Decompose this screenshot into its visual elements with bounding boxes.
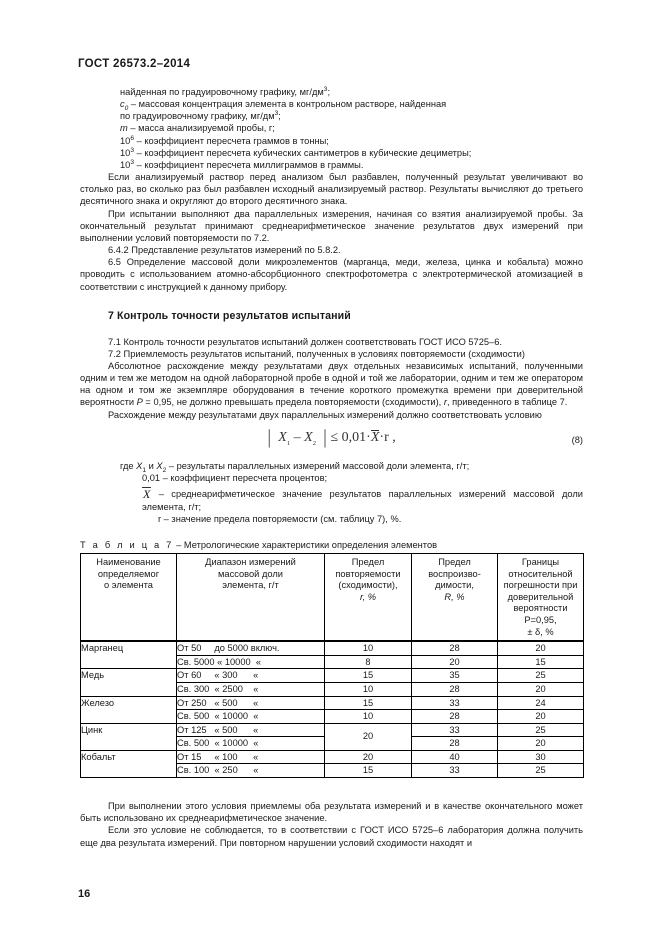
metrological-characteristics-table [80,553,584,778]
definition-line-7-base: 10 [120,159,131,170]
cell-reproducibility: 40 [412,750,498,764]
table-header-measurement-range [177,553,325,641]
definition-line-6-base: 10 [120,147,131,158]
header-line: воспроизво- [428,568,481,579]
repeatability-symbol: r [443,397,447,408]
paragraph-clause-7-1: 7.1 Контроль точности результатов испытаний должен соответствовать ГОСТ ИСО 5725–6. [108,336,502,347]
where-line-1 [80,460,583,472]
definition-line-1-end: ; [327,87,331,97]
header-line: доверительной [507,591,574,602]
cell-range: От 125 « 500 « [177,723,325,737]
footer-paragraphs [80,800,583,849]
header-line: Наименование [96,556,161,567]
where-lead: где [120,460,137,471]
cell-relative-error: 25 [498,764,584,778]
header-line: относительной [508,568,573,579]
header-line: Предел [438,556,471,567]
cell-reproducibility: 33 [412,696,498,710]
page-number: 16 [78,888,91,900]
table-header-reproducibility-limit [412,553,498,641]
definition-line-3-end: ; [278,111,281,122]
cell-repeatability: 15 [325,764,412,778]
formula-x2-sub: 2 [312,439,316,447]
definition-line-1-sup: 3 [323,85,328,93]
where-def3: – среднеарифметическое значение результатов параллельных измерений массовой доли элемента, г/т; [142,489,583,512]
header-line: погрешности при [503,580,578,591]
formula-x1-sub: 1 [286,439,291,447]
where-def1: – результаты параллельных измерений массовой доли элемента, г/т; [166,460,470,471]
table-body [81,641,584,777]
definition-line-7 [80,159,583,171]
cell-relative-error: 25 [498,669,584,683]
where-line-3 [80,487,583,513]
cell-repeatability: 10 [325,641,412,655]
definition-line-5 [80,135,583,147]
paragraph-absolute-discrepancy-part1: Абсолютное расхождение между результатами двух отдельных независимых испытаний, полученными одним и тем же методом на одной лабораторной пробе в одной и той же лаборатории, одним и тем же оператором на одном и том же экземпляре оборудования в течение короткого промежутка времени при доверительной вероятности [80,360,583,408]
definition-line-5-base: 10 [120,135,131,146]
definition-line-6-text: – коэффициент пересчета кубических сантиметров в кубические дециметры; [134,147,472,158]
cell-repeatability: 15 [325,696,412,710]
paragraph-absolute-discrepancy-part2: = 0,95, не должно превышать предела повторяемости (сходимости), [142,397,444,408]
definition-line-4-text: – масса анализируемой пробы, г; [127,123,275,134]
table-head [81,553,584,641]
definition-line-4 [80,122,583,134]
where-x1-sub: 1 [142,466,147,474]
cell-repeatability: 10 [325,682,412,696]
header-line: R, % [444,591,465,602]
cell-element-name: Цинк [81,723,177,750]
cell-repeatability: 20 [325,750,412,764]
paragraph-absolute-discrepancy-part3: , приведенного в таблице 7. [446,397,568,408]
cell-repeatability-merged: 20 [325,723,412,750]
paragraph-clause-6-5: 6.5 Определение массовой доли микроэлементов (марганца, меди, железа, цинка и кобальта) можно проводить с использованием атомно-абсорбционного спектрофотометра с электротермической атомизацией в соответствии с инструкцией к данному прибору. [80,257,583,292]
definition-list [80,86,583,171]
definition-line-6 [80,147,583,159]
spacer-after-heading [80,322,583,336]
formula-number: (8) [571,434,583,445]
cell-range: Св. 100 « 250 « [177,764,325,778]
formula-relation: ≤ 0,01· [330,429,371,445]
cell-relative-error: 15 [498,655,584,669]
cell-reproducibility: 28 [412,710,498,724]
paragraph-acceptance: При выполнении этого условия приемлемы оба результата измерений и в качестве окончательного может быть использовано их среднеарифметическое значение. [80,801,583,824]
cell-reproducibility: 20 [412,655,498,669]
table-row [81,641,584,655]
table-caption [80,540,583,550]
where-and: и [146,460,157,471]
page-header-standard-id: ГОСТ 26573.2–2014 [78,58,191,70]
table-header-element-name [81,553,177,641]
header-line: r, % [359,591,376,602]
table-caption-label: Т а б л и ц а 7 [80,539,174,550]
table-header-repeatability-limit [325,553,412,641]
cell-element-name: Марганец [81,641,177,669]
cell-reproducibility: 33 [412,764,498,778]
definition-line-2-sub: 0 [124,105,129,113]
cell-range: Св. 500 « 10000 « [177,737,325,751]
where-xbar: X [143,487,151,502]
definition-line-2 [80,98,583,113]
paragraph-non-compliance: Если это условие не соблюдается, то в соответствии с ГОСТ ИСО 5725–6 лаборатория должна получить еще два результата измерений. При повторном нарушении условий сходимости находят и [80,825,583,848]
where-line-4: r – значение предела повторяемости (см. таблицу 7), %. [158,513,402,524]
header-line: повторяемости [335,568,401,579]
definition-line-2-var: c [120,99,125,110]
table-row [81,696,584,710]
header-line: массовой доли [218,568,283,579]
paragraph-parallel-measurements: При испытании выполняют два параллельных измерения, начиная со взятия анализируемой пробы. За окончательный результат принимают среднеарифметическое значение результатов двух измерений при выполнении условий повторяемости по 7.2. [80,208,583,243]
formula-xbar: X [370,429,380,445]
header-line: вероятности P=0,95, [513,603,568,625]
cell-relative-error: 20 [498,682,584,696]
section-7-heading: 7 Контроль точности результатов испытаний [108,309,351,322]
cell-relative-error: 25 [498,723,584,737]
cell-range: От 50 до 5000 включ. [177,641,325,655]
cell-reproducibility: 28 [412,737,498,751]
where-x2: X [156,460,163,471]
header-line: Диапазон измерений [205,556,296,567]
paragraph-clause-7-2: 7.2 Приемлемость результатов испытаний, полученных в условиях повторяемости (сходимости) [108,348,525,359]
table-row [81,723,584,737]
formula-tail: ·r , [379,429,396,445]
cell-range: Св. 500 « 10000 « [177,710,325,724]
header-line: элемента, г/т [222,580,279,591]
table-caption-text: – Метрологические характеристики определения элементов [173,539,438,550]
cell-relative-error: 20 [498,737,584,751]
cell-relative-error: 30 [498,750,584,764]
header-line: Предел [351,556,385,567]
definition-line-1-text: найденная по градуировочному графику, мг/дм [120,87,324,97]
definition-line-7-text: – коэффициент пересчета миллиграммов в граммы. [134,159,364,170]
formula-expression [80,425,583,448]
definition-line-1 [80,86,583,98]
cell-element-name: Железо [81,696,177,723]
cell-range: От 15 « 100 « [177,750,325,764]
definition-line-7-sup: 3 [130,158,135,166]
formula-minus: – [293,429,301,445]
cell-range: От 250 « 500 « [177,696,325,710]
definition-line-2-text: – массовая концентрация элемента в контрольном растворе, найденная [128,99,447,110]
definition-line-3-text: по градуировочному графику, мг/дм [120,111,275,122]
cell-reproducibility: 33 [412,723,498,737]
formula-x1: X [278,429,287,445]
header-line: Границы [521,556,560,567]
formula-abs-open: | [267,425,272,448]
cell-repeatability: 10 [325,710,412,724]
cell-element-name: Кобальт [81,750,177,777]
definition-line-5-text: – коэффициент пересчета граммов в тонны; [134,135,329,146]
cell-relative-error: 20 [498,710,584,724]
formula-x2: X [304,429,313,445]
cell-reproducibility: 35 [412,669,498,683]
header-line: димости, [435,580,474,591]
definition-line-5-sup: 6 [130,134,135,142]
cell-repeatability: 8 [325,655,412,669]
table-row [81,669,584,683]
definition-line-4-var: m [120,123,128,134]
formula-abs-close: | [322,425,327,448]
paragraph-dilution: Если анализируемый раствор перед анализом был разбавлен, полученный результат увеличивают во столько раз, во сколько раз был разбавлен исходный анализируемый раствор. Результаты вычисляют до третьего десятичного знака и округляют до второго десятичного знака. [80,172,583,207]
where-line-2: 0,01 – коэффициент пересчета процентов; [142,472,328,483]
definition-line-6-sup: 3 [130,146,135,154]
paragraph-clause-6-4-2: 6.4.2 Представление результатов измерений по 5.8.2. [108,245,341,256]
cell-range: От 60 « 300 « [177,669,325,683]
where-x1: X [136,460,143,471]
paragraph-absolute-discrepancy [80,360,583,409]
header-line: о элемента [104,580,153,591]
formula-block [80,425,583,460]
cell-reproducibility: 28 [412,682,498,696]
cell-range: Св. 300 « 2500 « [177,682,325,696]
cell-reproducibility: 28 [412,641,498,655]
table-row [81,750,584,764]
definition-line-3 [80,110,583,122]
header-line: ± δ, % [527,626,554,637]
table-header-relative-error-limits [498,553,584,641]
table-header-row [81,553,584,641]
cell-relative-error: 24 [498,696,584,710]
header-line: определяемог [97,568,160,579]
probability-symbol: P [136,397,143,408]
paragraph-discrepancy-condition: Расхождение между результатами двух параллельных измерений должно соответствовать условию [108,409,542,420]
header-line: (сходимости), [338,580,398,591]
document-content [80,86,583,849]
cell-range: Св. 5000 « 10000 « [177,655,325,669]
definition-line-3-sup: 3 [274,110,279,118]
cell-repeatability: 15 [325,669,412,683]
cell-relative-error: 20 [498,641,584,655]
where-x2-sub: 2 [162,466,167,474]
cell-element-name: Медь [81,669,177,696]
